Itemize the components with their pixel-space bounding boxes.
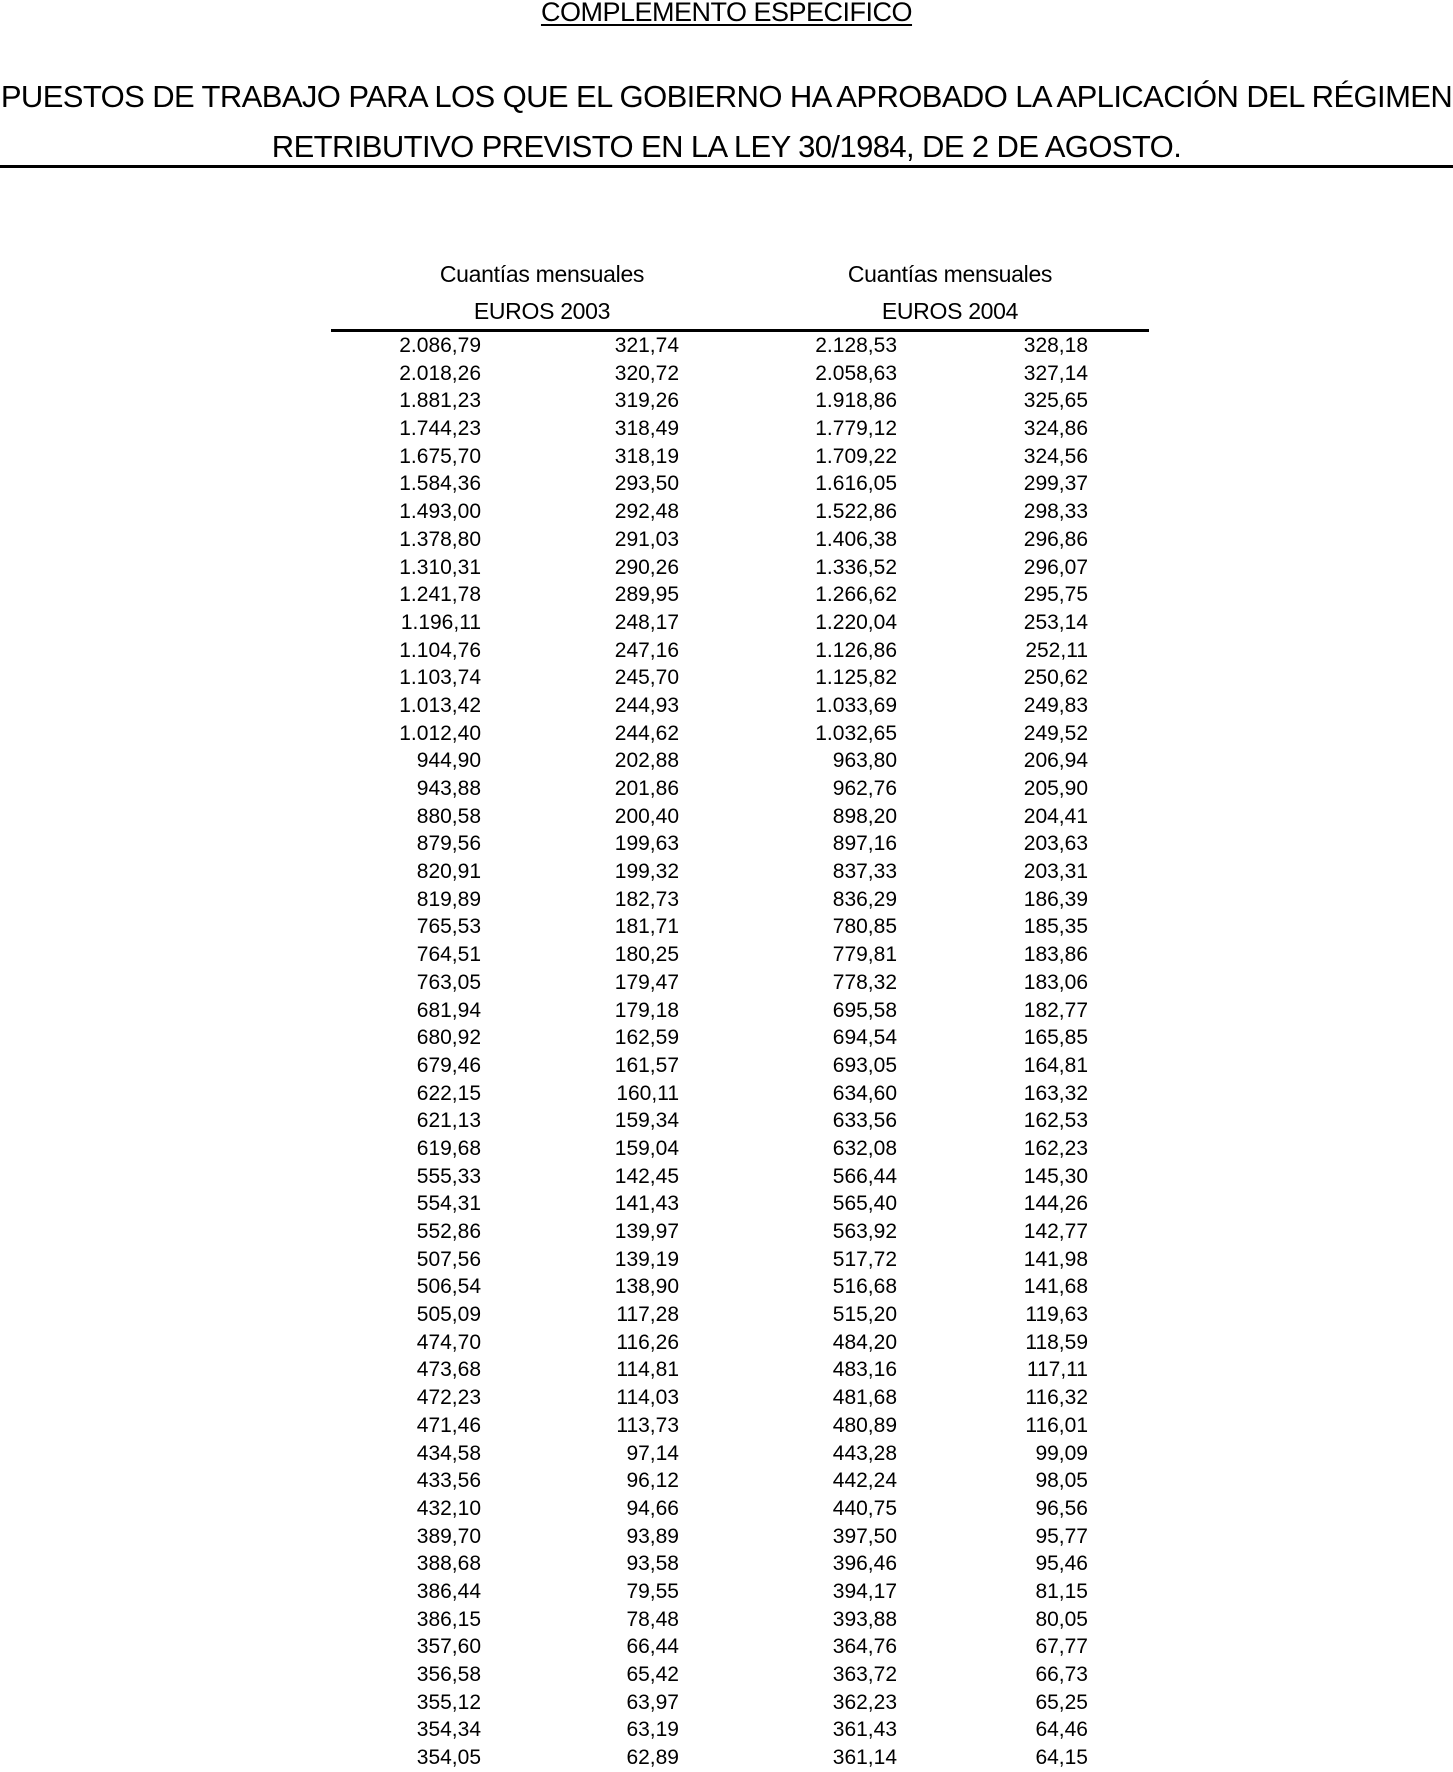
amount-2004-a: 362,23 <box>832 1690 897 1714</box>
amount-2004-a: 397,50 <box>832 1524 897 1548</box>
table-row <box>0 1218 1453 1246</box>
amount-2004-b: 203,31 <box>1023 860 1088 884</box>
amount-2004-a: 394,17 <box>832 1579 897 1603</box>
amount-2004-a: 693,05 <box>832 1053 897 1077</box>
amount-2004-b: 182,77 <box>1023 998 1088 1022</box>
amount-2003-a: 1.378,80 <box>399 527 481 551</box>
table-row <box>0 969 1453 997</box>
amount-2004-a: 516,68 <box>832 1275 897 1299</box>
amount-2004-b: 141,98 <box>1023 1247 1088 1271</box>
table-row <box>0 1135 1453 1163</box>
amount-2004-b: 296,86 <box>1023 527 1088 551</box>
amount-2003-a: 473,68 <box>416 1358 481 1382</box>
table-row <box>0 1246 1453 1274</box>
amount-2004-b: 298,33 <box>1023 500 1088 524</box>
amount-2003-a: 1.744,23 <box>399 417 481 441</box>
table-row <box>0 1052 1453 1080</box>
amount-2004-a: 364,76 <box>832 1635 897 1659</box>
table-row <box>0 1080 1453 1108</box>
table-row <box>0 913 1453 941</box>
amount-2003-b: 113,73 <box>616 1413 679 1437</box>
amount-2004-b: 204,41 <box>1023 804 1088 828</box>
amount-2004-b: 250,62 <box>1023 666 1088 690</box>
amount-2003-b: 93,89 <box>626 1524 679 1548</box>
table-row <box>0 1329 1453 1357</box>
amount-2003-b: 244,62 <box>614 721 679 745</box>
amount-2003-b: 116,26 <box>616 1330 679 1354</box>
amount-2004-a: 2.058,63 <box>815 361 897 385</box>
amount-2003-a: 680,92 <box>416 1026 481 1050</box>
amount-2003-a: 1.241,78 <box>399 583 481 607</box>
amount-2003-b: 320,72 <box>614 361 679 385</box>
table-row <box>0 1689 1453 1717</box>
amount-2003-a: 474,70 <box>416 1330 481 1354</box>
amount-2004-a: 837,33 <box>832 860 897 884</box>
amount-2003-a: 355,12 <box>416 1690 481 1714</box>
amount-2004-b: 119,63 <box>1025 1303 1088 1327</box>
table-row <box>0 1467 1453 1495</box>
amount-2003-a: 622,15 <box>416 1081 481 1105</box>
amount-2003-b: 182,73 <box>614 887 679 911</box>
amount-2003-b: 63,19 <box>626 1718 679 1742</box>
amount-2003-b: 159,04 <box>614 1136 679 1160</box>
amount-2003-a: 386,15 <box>416 1607 481 1631</box>
amount-2003-b: 244,93 <box>614 693 679 717</box>
amount-2003-a: 2.018,26 <box>399 361 481 385</box>
amount-2003-a: 943,88 <box>416 777 481 800</box>
amount-2004-b: 165,85 <box>1023 1026 1088 1050</box>
amount-2003-b: 96,12 <box>626 1469 679 1493</box>
table-row <box>0 637 1453 665</box>
amount-2004-b: 328,18 <box>1023 334 1088 357</box>
amount-2004-b: 95,46 <box>1035 1552 1088 1576</box>
amount-2004-b: 163,32 <box>1023 1081 1088 1105</box>
amount-2003-b: 179,18 <box>614 998 679 1022</box>
amount-2004-a: 898,20 <box>832 804 897 828</box>
amount-2003-b: 179,47 <box>614 970 679 994</box>
table-row <box>0 1716 1453 1744</box>
table-row <box>0 1384 1453 1412</box>
amount-2004-b: 205,90 <box>1023 777 1088 800</box>
amount-2004-a: 480,89 <box>832 1413 897 1437</box>
table-row <box>0 1356 1453 1384</box>
amount-2004-b: 327,14 <box>1023 361 1088 385</box>
amount-2003-b: 94,66 <box>626 1496 679 1520</box>
amount-2004-b: 325,65 <box>1023 389 1088 413</box>
amount-2004-b: 185,35 <box>1023 915 1088 939</box>
amount-2004-b: 203,63 <box>1023 832 1088 856</box>
amount-2003-a: 763,05 <box>416 970 481 994</box>
subtitle-line-2: RETRIBUTIVO PREVISTO EN LA LEY 30/1984, DE 2 DE AGOSTO. <box>271 129 1182 164</box>
amount-2003-a: 2.086,79 <box>399 334 481 357</box>
amount-2003-a: 389,70 <box>416 1524 481 1548</box>
table-row <box>0 1301 1453 1329</box>
table-row <box>0 1163 1453 1191</box>
amount-2003-b: 181,71 <box>614 915 679 939</box>
table-row <box>0 1523 1453 1551</box>
amount-2003-a: 432,10 <box>416 1496 481 1520</box>
table-row <box>0 554 1453 582</box>
amount-2003-a: 552,86 <box>416 1220 481 1243</box>
amount-2004-b: 252,11 <box>1025 638 1088 662</box>
amount-2003-a: 621,13 <box>416 1109 481 1133</box>
amount-2003-a: 820,91 <box>416 860 481 884</box>
amount-2003-a: 879,56 <box>416 832 481 856</box>
amount-2003-b: 318,49 <box>614 417 679 441</box>
amount-2004-a: 963,80 <box>832 749 897 773</box>
page-title <box>0 0 1453 28</box>
amount-2004-b: 141,68 <box>1023 1275 1088 1299</box>
amount-2003-b: 290,26 <box>614 555 679 579</box>
amount-2003-b: 78,48 <box>626 1607 679 1631</box>
amount-2003-a: 1.103,74 <box>399 666 481 690</box>
amount-2004-b: 299,37 <box>1023 472 1088 496</box>
amount-2004-b: 324,86 <box>1023 417 1088 441</box>
amount-2004-b: 249,52 <box>1023 721 1088 745</box>
table-row <box>0 692 1453 720</box>
amount-2004-b: 116,01 <box>1025 1413 1088 1437</box>
amount-2003-b: 62,89 <box>626 1746 679 1770</box>
amount-2004-a: 1.126,86 <box>815 638 897 662</box>
table-row <box>0 1190 1453 1218</box>
table-row <box>0 332 1453 360</box>
amount-2004-a: 1.406,38 <box>815 527 897 551</box>
amount-2003-a: 1.310,31 <box>399 555 481 579</box>
page-title-text: COMPLEMENTO ESPECIFICO <box>540 0 913 27</box>
amount-2003-a: 1.196,11 <box>400 610 481 634</box>
amount-2003-a: 880,58 <box>416 804 481 828</box>
amount-2004-a: 780,85 <box>832 915 897 939</box>
amount-2003-a: 507,56 <box>416 1247 481 1271</box>
table-row <box>0 581 1453 609</box>
table-row <box>0 1661 1453 1689</box>
amount-2004-a: 517,72 <box>832 1247 897 1271</box>
amount-2003-a: 354,05 <box>416 1746 481 1770</box>
amount-2003-a: 1.493,00 <box>399 500 481 524</box>
amount-2003-b: 93,58 <box>626 1552 679 1576</box>
amount-2004-a: 566,44 <box>832 1164 897 1188</box>
amount-2004-a: 393,88 <box>832 1607 897 1631</box>
amount-2004-a: 1.336,52 <box>815 555 897 579</box>
amount-2003-b: 141,43 <box>614 1192 679 1216</box>
amount-2004-b: 95,77 <box>1035 1524 1088 1548</box>
amount-2004-b: 183,86 <box>1023 943 1088 967</box>
amount-2003-a: 505,09 <box>416 1303 481 1327</box>
amount-2003-a: 386,44 <box>416 1579 481 1603</box>
column-group-2004 <box>800 256 1100 330</box>
table-row <box>0 443 1453 471</box>
amount-2004-a: 694,54 <box>832 1026 897 1050</box>
amount-2004-a: 1.266,62 <box>815 583 897 607</box>
amount-2004-b: 98,05 <box>1035 1469 1088 1493</box>
amount-2004-a: 634,60 <box>832 1081 897 1105</box>
amount-2004-b: 142,77 <box>1023 1220 1088 1243</box>
amount-2004-b: 81,15 <box>1035 1579 1088 1603</box>
amount-2003-b: 245,70 <box>614 666 679 690</box>
amount-2003-a: 354,34 <box>416 1718 481 1742</box>
amount-2003-a: 1.675,70 <box>399 444 481 468</box>
amount-2004-a: 1.918,86 <box>815 389 897 413</box>
amount-2003-a: 619,68 <box>416 1136 481 1160</box>
amount-2004-b: 145,30 <box>1023 1164 1088 1188</box>
column-group-2003 <box>392 256 692 330</box>
amount-2004-a: 778,32 <box>832 970 897 994</box>
amount-2004-a: 363,72 <box>832 1663 897 1686</box>
amount-2004-a: 897,16 <box>832 832 897 856</box>
amount-2004-b: 324,56 <box>1023 444 1088 468</box>
amount-2004-a: 1.033,69 <box>815 693 897 717</box>
amount-2003-b: 292,48 <box>614 500 679 524</box>
table-row <box>0 1550 1453 1578</box>
amount-2003-a: 555,33 <box>416 1164 481 1188</box>
amount-2003-a: 434,58 <box>416 1441 481 1465</box>
amount-2004-b: 64,15 <box>1035 1746 1088 1770</box>
amount-2004-a: 632,08 <box>832 1136 897 1160</box>
amount-2003-a: 1.013,42 <box>399 693 481 717</box>
amount-2004-a: 361,14 <box>832 1746 897 1770</box>
amount-2004-b: 64,46 <box>1035 1718 1088 1742</box>
amount-2004-b: 295,75 <box>1023 583 1088 607</box>
amount-2003-b: 319,26 <box>614 389 679 413</box>
amount-2003-a: 433,56 <box>416 1469 481 1493</box>
amount-2003-b: 162,59 <box>614 1026 679 1050</box>
amount-2004-a: 1.616,05 <box>815 472 897 496</box>
table-row <box>0 803 1453 831</box>
header-divider <box>0 165 1453 168</box>
amount-2004-a: 481,68 <box>832 1386 897 1410</box>
amount-2003-b: 114,03 <box>616 1386 679 1410</box>
amount-2004-b: 206,94 <box>1023 749 1088 773</box>
amount-2003-a: 944,90 <box>416 749 481 773</box>
amount-2003-a: 357,60 <box>416 1635 481 1659</box>
amount-2004-b: 162,23 <box>1023 1136 1088 1160</box>
amount-2003-b: 180,25 <box>614 943 679 967</box>
amount-2004-b: 66,73 <box>1035 1663 1088 1686</box>
amount-2003-b: 291,03 <box>614 527 679 551</box>
amount-2004-a: 442,24 <box>832 1469 897 1493</box>
table-row <box>0 387 1453 415</box>
amount-2003-b: 159,34 <box>614 1109 679 1133</box>
amount-2004-b: 164,81 <box>1023 1053 1088 1077</box>
amount-2003-a: 1.012,40 <box>399 721 481 745</box>
amount-2004-a: 1.709,22 <box>815 444 897 468</box>
amount-2004-b: 67,77 <box>1035 1635 1088 1659</box>
amount-2004-a: 1.032,65 <box>815 721 897 745</box>
amount-2003-b: 199,63 <box>614 832 679 856</box>
amount-2003-b: 139,19 <box>614 1247 679 1271</box>
amount-2003-a: 388,68 <box>416 1552 481 1576</box>
amount-2004-b: 249,83 <box>1023 693 1088 717</box>
amount-2003-b: 63,97 <box>626 1690 679 1714</box>
amount-2004-a: 396,46 <box>832 1552 897 1576</box>
amount-2004-a: 836,29 <box>832 887 897 911</box>
amount-2004-a: 1.220,04 <box>815 610 897 634</box>
amount-2003-a: 554,31 <box>416 1192 481 1216</box>
amount-2004-b: 80,05 <box>1035 1607 1088 1631</box>
amount-2003-b: 289,95 <box>614 583 679 607</box>
table-row <box>0 498 1453 526</box>
amount-2004-a: 779,81 <box>832 943 897 967</box>
amount-2004-a: 563,92 <box>832 1220 897 1243</box>
amount-2004-b: 118,59 <box>1025 1330 1088 1354</box>
amount-2003-b: 117,28 <box>616 1303 679 1327</box>
amount-2003-a: 471,46 <box>416 1413 481 1437</box>
amount-2003-b: 202,88 <box>614 749 679 773</box>
table-row <box>0 1273 1453 1301</box>
amount-2004-b: 116,32 <box>1025 1386 1088 1410</box>
amount-2003-b: 200,40 <box>614 804 679 828</box>
amount-2004-b: 296,07 <box>1023 555 1088 579</box>
table-row <box>0 858 1453 886</box>
table-row <box>0 775 1453 803</box>
table-row <box>0 360 1453 388</box>
amount-2004-a: 565,40 <box>832 1192 897 1216</box>
table-row <box>0 1024 1453 1052</box>
table-row <box>0 1440 1453 1468</box>
amount-2004-a: 962,76 <box>832 777 897 800</box>
table-row <box>0 1744 1453 1772</box>
amount-2004-b: 183,06 <box>1023 970 1088 994</box>
amount-2004-a: 440,75 <box>832 1496 897 1520</box>
column-group-2004-unit: EUROS 2004 <box>881 298 1019 324</box>
subtitle-line-1: PUESTOS DE TRABAJO PARA LOS QUE EL GOBIERNO HA APROBADO LA APLICACIÓN DEL RÉGIMEN <box>0 79 1453 114</box>
amount-2004-a: 1.779,12 <box>815 417 897 441</box>
amount-2003-b: 79,55 <box>626 1579 679 1603</box>
amount-2003-b: 248,17 <box>614 610 679 634</box>
amount-2004-b: 117,11 <box>1026 1358 1088 1382</box>
amount-2003-b: 160,11 <box>616 1081 679 1105</box>
column-group-2003-label: Cuantías mensuales <box>439 261 645 287</box>
amount-2004-a: 484,20 <box>832 1330 897 1354</box>
amount-2003-b: 321,74 <box>614 334 679 357</box>
amount-2003-a: 506,54 <box>416 1275 481 1299</box>
table-row <box>0 720 1453 748</box>
amount-2004-a: 1.125,82 <box>815 666 897 690</box>
amount-2003-a: 1.104,76 <box>399 638 481 662</box>
amount-2004-a: 361,43 <box>832 1718 897 1742</box>
amount-2003-b: 161,57 <box>614 1053 679 1077</box>
amount-2004-b: 144,26 <box>1023 1192 1088 1216</box>
amount-2003-a: 356,58 <box>416 1663 481 1686</box>
table-row <box>0 1606 1453 1634</box>
table-row <box>0 526 1453 554</box>
table-row <box>0 1633 1453 1661</box>
document-subtitle <box>0 72 1453 172</box>
amount-2004-b: 253,14 <box>1023 610 1088 634</box>
table-row <box>0 747 1453 775</box>
table-row <box>0 830 1453 858</box>
amount-2003-b: 247,16 <box>614 638 679 662</box>
amount-2004-a: 515,20 <box>832 1303 897 1327</box>
amount-2003-b: 318,19 <box>614 444 679 468</box>
amount-2004-a: 633,56 <box>832 1109 897 1133</box>
amount-2004-b: 162,53 <box>1023 1109 1088 1133</box>
amount-2003-a: 764,51 <box>416 943 481 967</box>
column-group-2003-unit: EUROS 2003 <box>473 298 611 324</box>
amount-2004-a: 695,58 <box>832 998 897 1022</box>
amounts-table <box>0 332 1453 1772</box>
amount-2004-b: 65,25 <box>1035 1690 1088 1714</box>
amount-2003-a: 679,46 <box>416 1053 481 1077</box>
table-row <box>0 415 1453 443</box>
amount-2004-b: 99,09 <box>1035 1441 1088 1465</box>
amount-2003-b: 201,86 <box>614 777 679 800</box>
table-row <box>0 470 1453 498</box>
table-row <box>0 1107 1453 1135</box>
amount-2003-a: 1.584,36 <box>399 472 481 496</box>
table-row <box>0 886 1453 914</box>
amount-2003-b: 65,42 <box>626 1663 679 1686</box>
column-group-2004-label: Cuantías mensuales <box>847 261 1053 287</box>
amount-2003-b: 97,14 <box>626 1441 679 1465</box>
amount-2004-a: 1.522,86 <box>815 500 897 524</box>
table-row <box>0 1412 1453 1440</box>
amount-2004-a: 443,28 <box>832 1441 897 1465</box>
amount-2003-b: 142,45 <box>614 1164 679 1188</box>
amount-2003-b: 138,90 <box>614 1275 679 1299</box>
table-row <box>0 1495 1453 1523</box>
amount-2003-a: 819,89 <box>416 887 481 911</box>
amount-2003-b: 293,50 <box>614 472 679 496</box>
amount-2003-a: 1.881,23 <box>399 389 481 413</box>
table-row <box>0 941 1453 969</box>
table-row <box>0 664 1453 692</box>
amount-2003-a: 472,23 <box>416 1386 481 1410</box>
table-row <box>0 609 1453 637</box>
amount-2004-a: 2.128,53 <box>815 334 897 357</box>
amount-2004-a: 483,16 <box>832 1358 897 1382</box>
amount-2004-b: 186,39 <box>1023 887 1088 911</box>
table-row <box>0 1578 1453 1606</box>
amount-2004-b: 96,56 <box>1035 1496 1088 1520</box>
amount-2003-b: 139,97 <box>614 1220 679 1243</box>
table-row <box>0 997 1453 1025</box>
amount-2003-b: 66,44 <box>626 1635 679 1659</box>
amount-2003-b: 114,81 <box>616 1358 679 1382</box>
amount-2003-b: 199,32 <box>614 860 679 884</box>
amount-2003-a: 765,53 <box>416 915 481 939</box>
amount-2003-a: 681,94 <box>416 998 481 1022</box>
